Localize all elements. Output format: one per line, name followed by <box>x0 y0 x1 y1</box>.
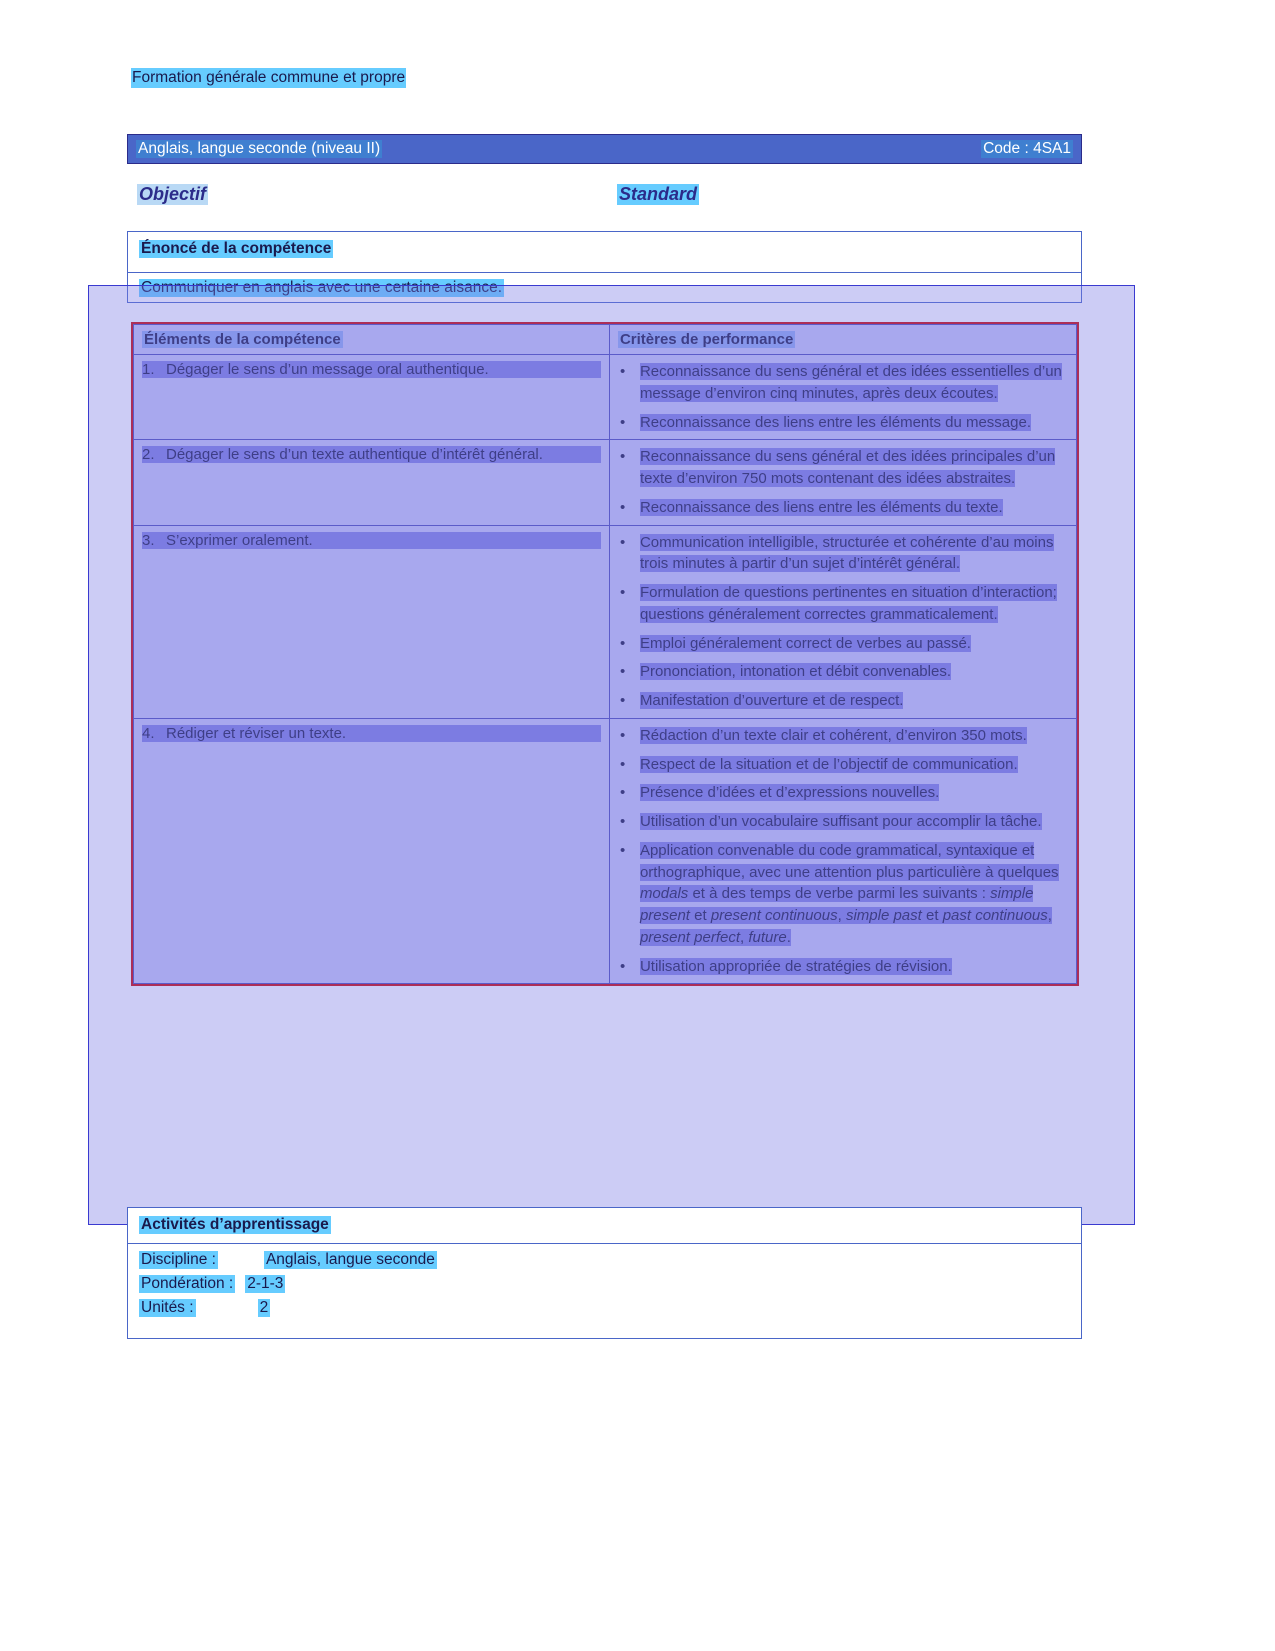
element-text: Dégager le sens d’un texte authentique d’intérêt général. <box>166 446 601 463</box>
table-header-criteria: Critères de performance <box>609 325 1076 355</box>
element-text: S’exprimer oralement. <box>166 532 601 549</box>
element-number: 1. <box>142 361 166 378</box>
unites-value: 2 <box>259 1299 269 1316</box>
course-code: Code : 4SA1 <box>983 140 1071 157</box>
criterion-item: • Reconnaissance du sens général et des idées principales d’un texte d’environ 750 mots contenant des idées abstraites. <box>640 446 1068 490</box>
ponderation-label: Pondération : <box>141 1275 234 1292</box>
activites-row <box>139 1299 437 1317</box>
criterion-item-grammar: • Application convenable du code grammatical, syntaxique et orthographique, avec une attention plus particulière à quelques modals et à des temps de verbe parmi les suivants : simple present et present continuous, simple past et past continuous, present perfect, future. <box>640 840 1068 949</box>
objectif-standard-headings <box>137 184 737 208</box>
criteria-cell <box>609 718 1076 984</box>
activites-row <box>139 1251 437 1269</box>
criterion-item: • Communication intelligible, structurée et cohérente d’au moins trois minutes à partir d’un sujet d’intérêt général. <box>640 532 1068 576</box>
element-cell <box>134 525 610 718</box>
element-number: 2. <box>142 446 166 463</box>
criterion-item: • Utilisation appropriée de stratégies de révision. <box>640 956 1068 978</box>
element-text: Dégager le sens d’un message oral authentique. <box>166 361 601 378</box>
course-title-bar <box>127 134 1082 164</box>
enonce-divider <box>128 272 1081 273</box>
activites-divider <box>128 1243 1081 1244</box>
element-number: 4. <box>142 725 166 742</box>
ponderation-value: 2-1-3 <box>247 1275 284 1292</box>
unites-label: Unités : <box>141 1299 194 1316</box>
discipline-label: Discipline : <box>141 1251 216 1268</box>
criterion-item: • Prononciation, intonation et débit convenables. <box>640 661 1068 683</box>
activites-title: Activités d’apprentissage <box>141 1216 329 1233</box>
criterion-item: • Utilisation d’un vocabulaire suffisant pour accomplir la tâche. <box>640 811 1068 833</box>
course-title: Anglais, langue seconde (niveau II) <box>138 140 381 157</box>
criteria-cell <box>609 525 1076 718</box>
criterion-item: • Présence d’idées et d’expressions nouvelles. <box>640 782 1068 804</box>
table-row <box>134 525 1077 718</box>
criterion-item: • Emploi généralement correct de verbes au passé. <box>640 633 1068 655</box>
criterion-item: • Rédaction d’un texte clair et cohérent, d’environ 350 mots. <box>640 725 1068 747</box>
enonce-title: Énoncé de la compétence <box>141 240 332 257</box>
activites-apprentissage-box <box>127 1207 1082 1339</box>
criterion-item: • Reconnaissance des liens entre les éléments du message. <box>640 412 1068 434</box>
criteria-cell <box>609 355 1076 440</box>
table-row <box>134 440 1077 525</box>
activites-row <box>139 1275 437 1293</box>
activites-rows <box>139 1251 437 1323</box>
competence-table <box>131 322 1079 986</box>
criterion-item: • Reconnaissance des liens entre les éléments du texte. <box>640 497 1068 519</box>
criterion-item: • Reconnaissance du sens général et des idées essentielles d’un message d’environ cinq minutes, après deux écoutes. <box>640 361 1068 405</box>
element-cell <box>134 440 610 525</box>
criterion-item: • Manifestation d’ouverture et de respect. <box>640 690 1068 712</box>
element-text: Rédiger et réviser un texte. <box>166 725 601 742</box>
criterion-item: • Respect de la situation et de l’objectif de communication. <box>640 754 1068 776</box>
breadcrumb: Formation générale commune et propre <box>132 69 406 86</box>
objectif-heading: Objectif <box>139 184 207 204</box>
discipline-value: Anglais, langue seconde <box>265 1251 435 1268</box>
table-header-row <box>134 325 1077 355</box>
element-cell <box>134 355 610 440</box>
enonce-text: Communiquer en anglais avec une certaine aisance. <box>141 279 503 296</box>
table-header-elements: Éléments de la compétence <box>134 325 610 355</box>
standard-heading: Standard <box>619 184 698 204</box>
criteria-cell <box>609 440 1076 525</box>
criterion-item: • Formulation de questions pertinentes en situation d’interaction; questions généralement correctes grammaticalement. <box>640 582 1068 626</box>
enonce-competence-box <box>127 231 1082 303</box>
table-row <box>134 355 1077 440</box>
element-cell <box>134 718 610 984</box>
element-number: 3. <box>142 532 166 549</box>
table-row <box>134 718 1077 984</box>
